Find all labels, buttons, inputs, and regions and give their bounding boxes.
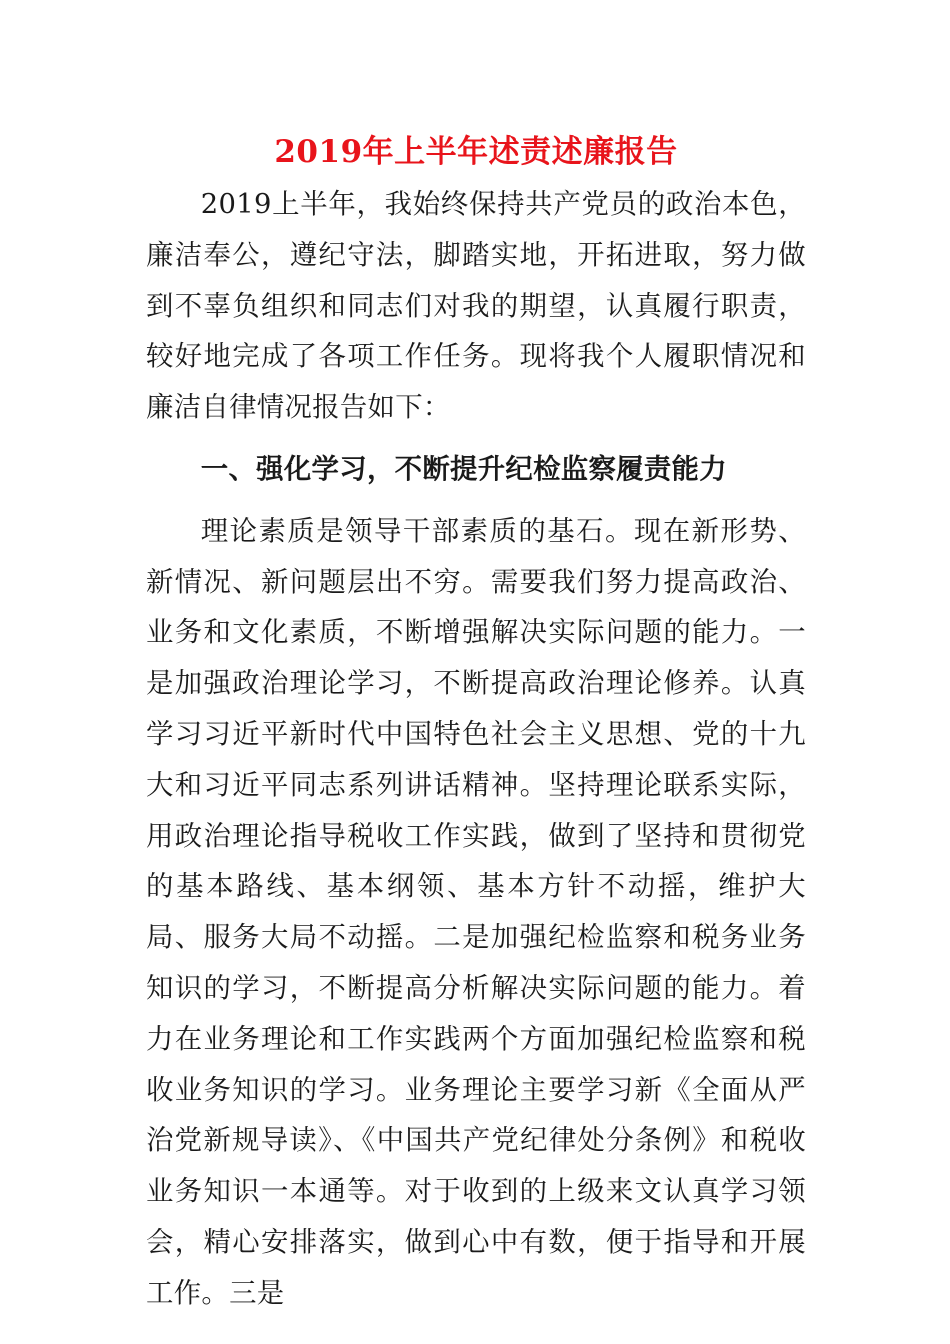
section-heading-1: 一、强化学习，不断提升纪检监察履责能力 (200, 452, 727, 485)
section-1-paragraph: 理论素质是领导干部素质的基石。现在新形势、新情况、新问题层出不穷。需要我们努力提高政治、业务和文化素质，不断增强解决实际问题的能力。一是加强政治理论学习，不断提高政治理论修养。认真学习习近平新时代中国特色社会主义思想、党的十九大和习近平同志系列讲话精神。坚持理论联系实际，用政治理论指导税收工作实践，做到了坚持和贯彻党的基本路线、基本纲领、基本方针不动摇，维护大局、服务大局不动摇。二是加强纪检监察和税务业务知识的学习，不断提高分析解决实际问题的能力。着力在业务理论和工作实践两个方面加强纪检监察和税收业务知识的学习。业务理论主要学习新《全面从严治党新规导读》、《中国共产党纪律处分条例》和税收业务知识一本通等。对于收到的上级来文认真学习领会，精心安排落实，做到心中有数，便于指导和开展工作。三是 (146, 515, 806, 1309)
document-title: 2019年上半年述责述廉报告 (274, 134, 678, 170)
intro-paragraph: 2019上半年，我始终保持共产党员的政治本色，廉洁奉公，遵纪守法，脚踏实地，开拓进取，努力做到不辜负组织和同志们对我的期望，认真履行职责，较好地完成了各项工作任务。现将我个人履职情况和廉洁自律情况报告如下： (146, 189, 806, 424)
document-body (146, 124, 806, 1320)
